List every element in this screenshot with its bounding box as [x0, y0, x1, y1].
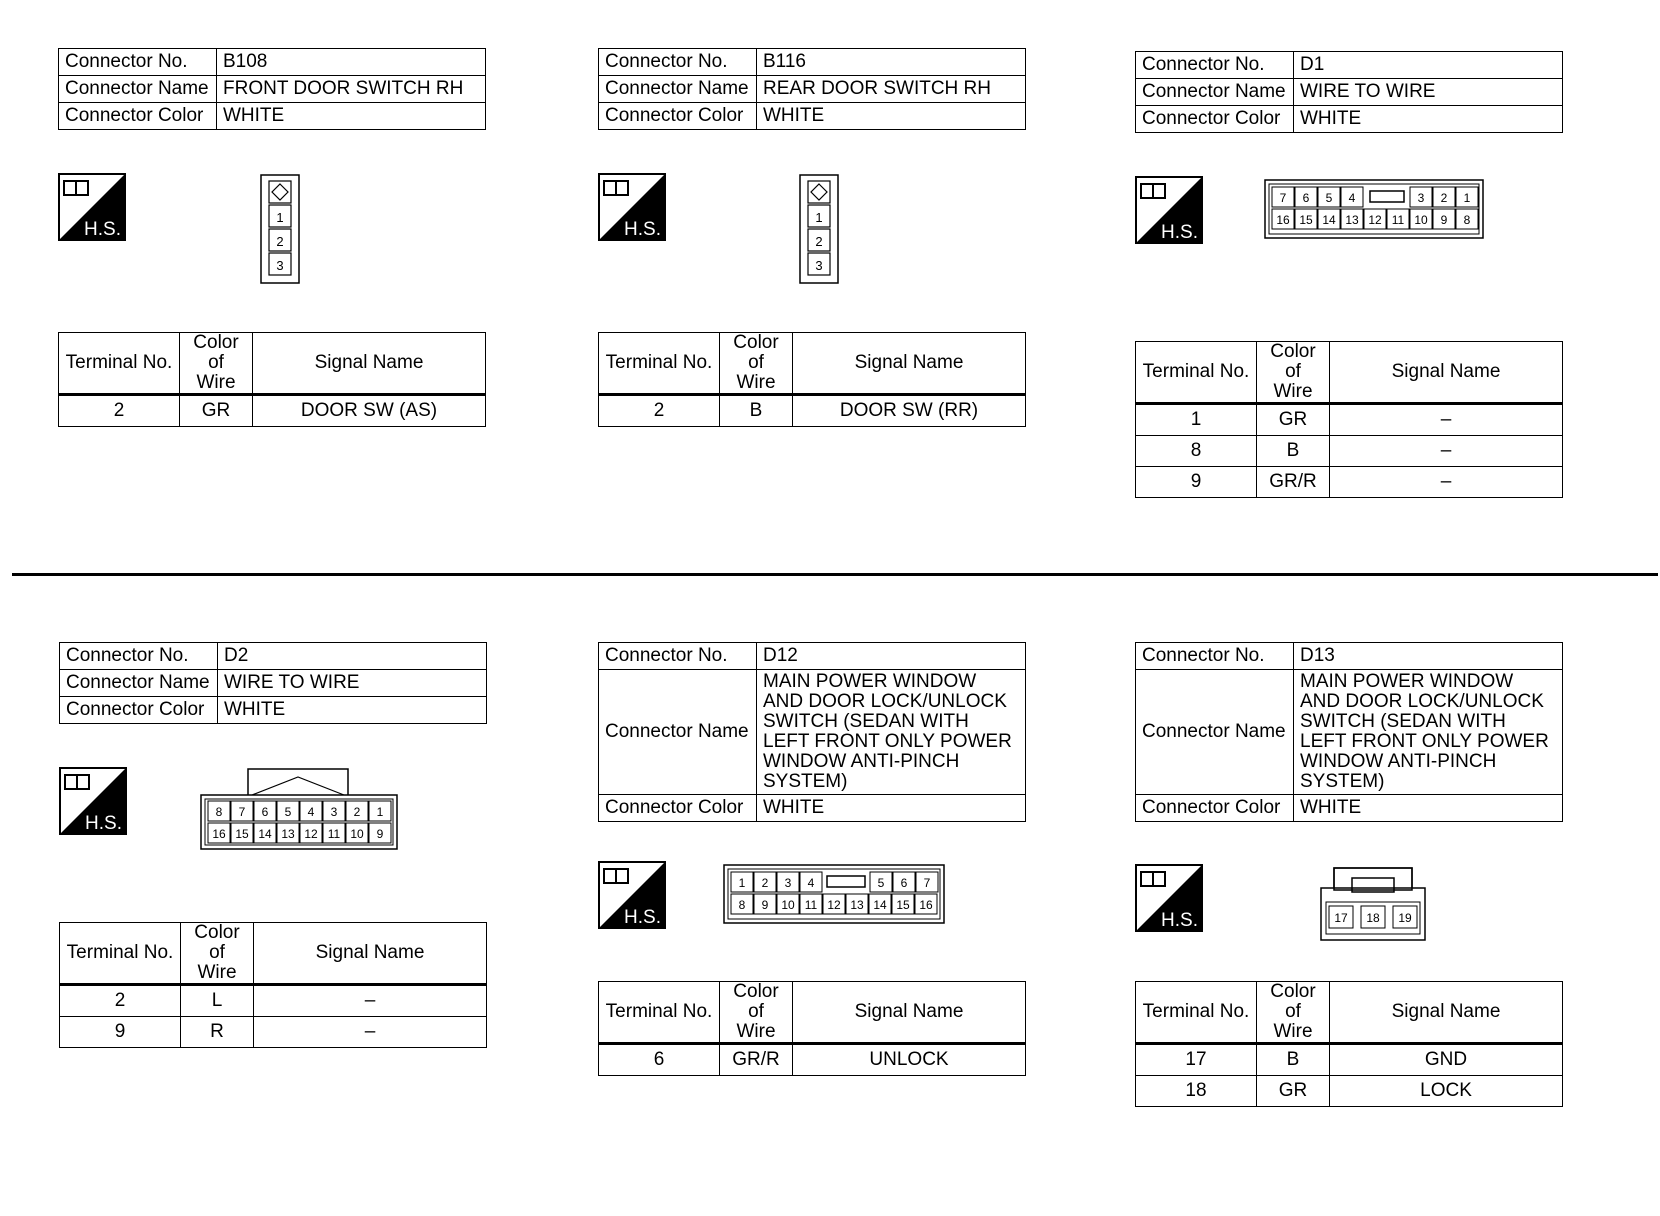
svg-text:10: 10 [350, 827, 364, 841]
svg-text:13: 13 [1345, 213, 1359, 227]
svg-text:5: 5 [284, 805, 292, 819]
connector-d1-face [1264, 179, 1484, 239]
connector-info-table [598, 48, 1026, 130]
terminal-table-b116 [598, 332, 1026, 427]
svg-text:16: 16 [919, 898, 933, 912]
svg-text:12: 12 [1368, 213, 1382, 227]
section-divider [12, 573, 1658, 576]
svg-text:12: 12 [827, 898, 841, 912]
connector-no-value: D1 [1294, 52, 1563, 79]
table-row: 2 B DOOR SW (RR) [599, 395, 1026, 427]
connector-info-table [1135, 642, 1563, 822]
svg-text:4: 4 [1348, 191, 1356, 205]
connector-d1-panel [1135, 51, 1563, 133]
svg-text:10: 10 [781, 898, 795, 912]
svg-text:2: 2 [353, 805, 361, 819]
signal-name-header: Signal Name [793, 333, 1026, 395]
signal-name-header: Signal Name [254, 923, 487, 985]
connector-name-value: WIRE TO WIRE [1294, 79, 1563, 106]
color-of-wire-header: Color of Wire [181, 923, 254, 985]
color-of-wire-header: Color of Wire [720, 333, 793, 395]
connector-name-label: Connector Name [599, 76, 757, 103]
table-row: 8 B – [1136, 436, 1563, 467]
terminal-table-d1 [1135, 341, 1563, 498]
connector-color-label: Connector Color [1136, 106, 1294, 133]
hs-connector-icon [58, 173, 126, 241]
table-row: 2 L – [60, 985, 487, 1017]
connector-color-label: Connector Color [599, 103, 757, 130]
connector-color-label: Connector Color [1136, 795, 1294, 822]
svg-text:8: 8 [1463, 213, 1471, 227]
svg-text:15: 15 [235, 827, 249, 841]
connector-no-value: D2 [218, 643, 487, 670]
signal-name-header: Signal Name [1330, 982, 1563, 1044]
table-row: 1 GR – [1136, 404, 1563, 436]
svg-text:6: 6 [900, 876, 908, 890]
svg-text:15: 15 [896, 898, 910, 912]
svg-text:15: 15 [1299, 213, 1313, 227]
connector-no-label: Connector No. [60, 643, 218, 670]
hs-connector-icon [1135, 864, 1203, 932]
svg-text:5: 5 [1325, 191, 1333, 205]
pin-label: 18 [1366, 911, 1380, 925]
signal-name-header: Signal Name [793, 982, 1026, 1044]
connector-d2-panel [59, 642, 487, 724]
connector-no-label: Connector No. [1136, 52, 1294, 79]
connector-d13-face [1320, 866, 1426, 942]
svg-text:14: 14 [258, 827, 272, 841]
connector-color-label: Connector Color [59, 103, 217, 130]
svg-text:14: 14 [873, 898, 887, 912]
terminal-table-d12 [598, 981, 1026, 1076]
svg-text:9: 9 [761, 898, 769, 912]
pin-label: 2 [815, 234, 823, 249]
connector-color-value: WHITE [218, 697, 487, 724]
hs-connector-icon [598, 173, 666, 241]
pin-label: 3 [815, 258, 823, 273]
connector-color-value: WHITE [217, 103, 486, 130]
pin-label: 1 [276, 210, 284, 225]
svg-text:14: 14 [1322, 213, 1336, 227]
connector-no-value: D12 [757, 643, 1026, 670]
hs-connector-icon [598, 861, 666, 929]
hs-label: H.S. [85, 813, 122, 834]
hs-label: H.S. [84, 219, 121, 240]
hs-connector-icon [1135, 176, 1203, 244]
connector-no-label: Connector No. [599, 49, 757, 76]
terminal-table-d13 [1135, 981, 1563, 1107]
connector-info-table [598, 642, 1026, 822]
connector-name-value: MAIN POWER WINDOW AND DOOR LOCK/UNLOCK SWITCH (SEDAN WITH LEFT FRONT ONLY POWER WINDOW ANTI-PINCH SYSTEM) [1294, 670, 1563, 795]
hs-connector-icon [59, 767, 127, 835]
svg-text:13: 13 [850, 898, 864, 912]
svg-text:5: 5 [877, 876, 885, 890]
svg-text:8: 8 [738, 898, 746, 912]
svg-text:1: 1 [738, 876, 746, 890]
pin-label: 19 [1398, 911, 1412, 925]
svg-text:9: 9 [1440, 213, 1448, 227]
connector-no-value: B116 [757, 49, 1026, 76]
connector-color-value: WHITE [1294, 106, 1563, 133]
connector-no-value: D13 [1294, 643, 1563, 670]
connector-name-value: FRONT DOOR SWITCH RH [217, 76, 486, 103]
svg-text:1: 1 [376, 805, 384, 819]
connector-b116-panel [598, 48, 1026, 130]
table-row: 17 B GND [1136, 1044, 1563, 1076]
color-of-wire-header: Color of Wire [1257, 342, 1330, 404]
connector-d13-panel [1135, 642, 1563, 822]
svg-text:7: 7 [923, 876, 931, 890]
hs-label: H.S. [624, 907, 661, 928]
color-of-wire-header: Color of Wire [720, 982, 793, 1044]
pin-label: 17 [1334, 911, 1348, 925]
svg-text:11: 11 [1391, 213, 1405, 227]
connector-name-value: MAIN POWER WINDOW AND DOOR LOCK/UNLOCK SWITCH (SEDAN WITH LEFT FRONT ONLY POWER WINDOW ANTI-PINCH SYSTEM) [757, 670, 1026, 795]
svg-text:2: 2 [761, 876, 769, 890]
svg-text:1: 1 [1463, 191, 1471, 205]
color-of-wire-header: Color of Wire [180, 333, 253, 395]
connector-info-table [58, 48, 486, 130]
svg-text:11: 11 [804, 898, 818, 912]
terminal-no-header: Terminal No. [599, 982, 720, 1044]
terminal-table-b108 [58, 332, 486, 427]
connector-color-label: Connector Color [599, 795, 757, 822]
connector-no-label: Connector No. [599, 643, 757, 670]
connector-b108-panel [58, 48, 486, 130]
svg-text:10: 10 [1414, 213, 1428, 227]
svg-text:7: 7 [238, 805, 246, 819]
svg-text:6: 6 [261, 805, 269, 819]
connector-d12-panel [598, 642, 1026, 822]
connector-info-table [59, 642, 487, 724]
pin-label: 2 [276, 234, 284, 249]
hs-label: H.S. [1161, 222, 1198, 243]
terminal-no-header: Terminal No. [1136, 982, 1257, 1044]
table-row: 9 GR/R – [1136, 467, 1563, 498]
connector-name-label: Connector Name [1136, 670, 1294, 795]
connector-color-value: WHITE [757, 795, 1026, 822]
color-of-wire-header: Color of Wire [1257, 982, 1330, 1044]
svg-text:11: 11 [327, 827, 341, 841]
svg-text:13: 13 [281, 827, 295, 841]
table-row: 6 GR/R UNLOCK [599, 1044, 1026, 1076]
hs-label: H.S. [624, 219, 661, 240]
terminal-table-d2 [59, 922, 487, 1048]
hs-label: H.S. [1161, 910, 1198, 931]
connector-d2-face [200, 767, 398, 851]
pin-label: 3 [276, 258, 284, 273]
svg-text:8: 8 [215, 805, 223, 819]
terminal-no-header: Terminal No. [60, 923, 181, 985]
table-row: 18 GR LOCK [1136, 1076, 1563, 1107]
connector-info-table [1135, 51, 1563, 133]
connector-name-label: Connector Name [60, 670, 218, 697]
connector-d12-face [723, 864, 945, 924]
connector-name-label: Connector Name [59, 76, 217, 103]
connector-b108-face [260, 174, 300, 284]
terminal-no-header: Terminal No. [59, 333, 180, 395]
svg-text:2: 2 [1440, 191, 1448, 205]
connector-color-label: Connector Color [60, 697, 218, 724]
connector-name-value: WIRE TO WIRE [218, 670, 487, 697]
connector-no-label: Connector No. [1136, 643, 1294, 670]
connector-name-value: REAR DOOR SWITCH RH [757, 76, 1026, 103]
svg-text:7: 7 [1279, 191, 1287, 205]
svg-text:4: 4 [807, 876, 815, 890]
signal-name-header: Signal Name [253, 333, 486, 395]
connector-color-value: WHITE [1294, 795, 1563, 822]
svg-text:6: 6 [1302, 191, 1310, 205]
terminal-no-header: Terminal No. [1136, 342, 1257, 404]
connector-name-label: Connector Name [1136, 79, 1294, 106]
table-row: 2 GR DOOR SW (AS) [59, 395, 486, 427]
connector-no-label: Connector No. [59, 49, 217, 76]
connector-color-value: WHITE [757, 103, 1026, 130]
connector-name-label: Connector Name [599, 670, 757, 795]
pin-label: 1 [815, 210, 823, 225]
svg-text:4: 4 [307, 805, 315, 819]
svg-text:3: 3 [1417, 191, 1425, 205]
svg-text:9: 9 [376, 827, 384, 841]
table-row: 9 R – [60, 1017, 487, 1048]
signal-name-header: Signal Name [1330, 342, 1563, 404]
connector-b116-face [799, 174, 839, 284]
connector-no-value: B108 [217, 49, 486, 76]
svg-text:12: 12 [304, 827, 318, 841]
svg-text:3: 3 [784, 876, 792, 890]
svg-text:16: 16 [212, 827, 226, 841]
svg-text:3: 3 [330, 805, 338, 819]
svg-text:16: 16 [1276, 213, 1290, 227]
terminal-no-header: Terminal No. [599, 333, 720, 395]
